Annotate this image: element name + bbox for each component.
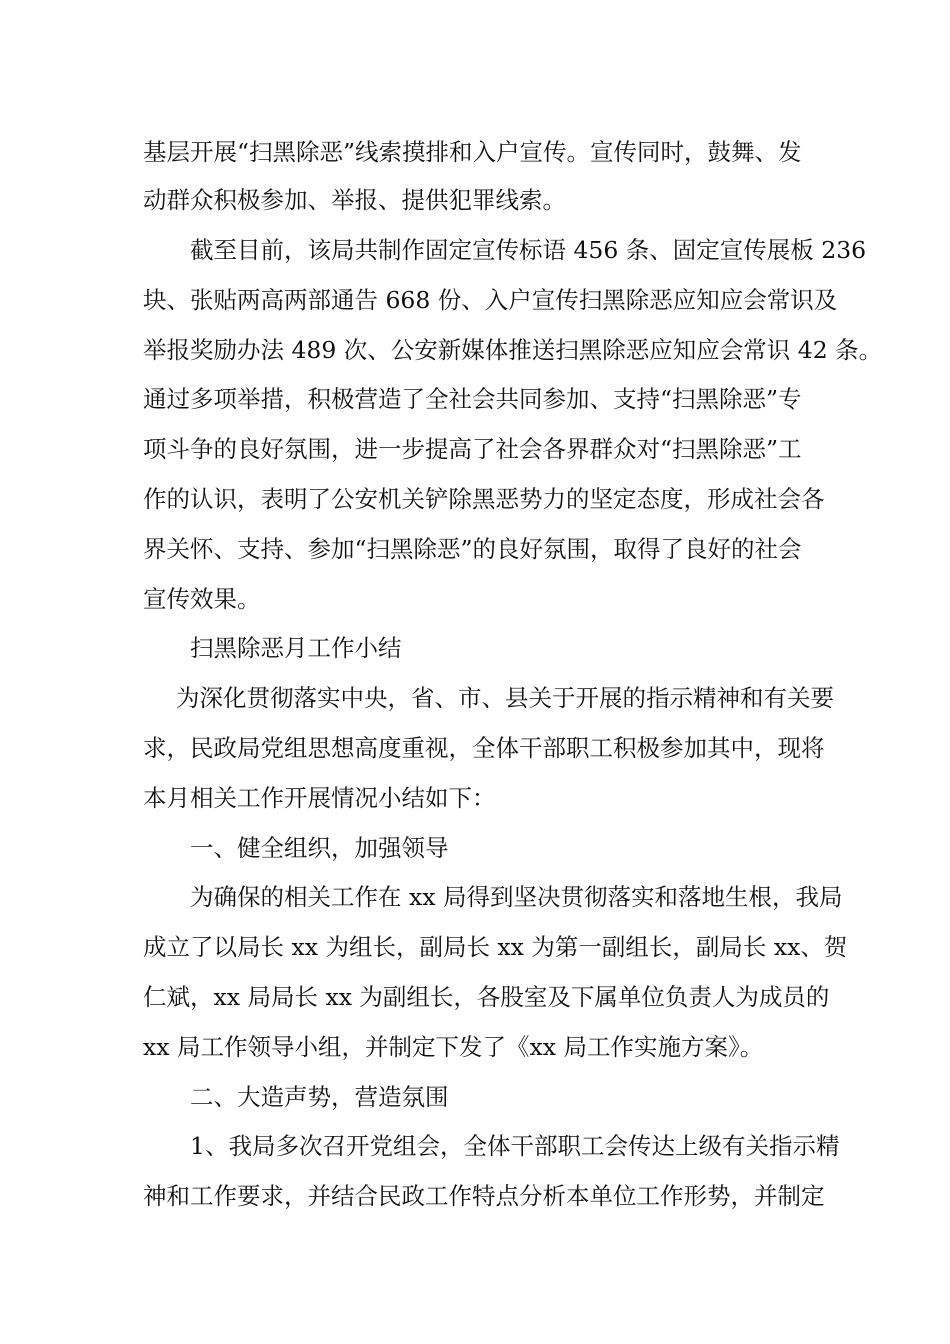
text-line: 动群众积极参加、举报、提供犯罪线索。 — [143, 186, 566, 214]
text-line: 求，民政局党组思想高度重视，全体干部职工积极参加其中，现将 — [143, 734, 825, 762]
section-heading: 二、大造声势，营造氛围 — [190, 1083, 449, 1111]
text-line: 宣传效果。 — [143, 585, 261, 613]
text-line: 界关怀、支持、参加“扫黑除恶”的良好氛围，取得了良好的社会 — [143, 535, 802, 563]
text-line: xx 局工作领导小组，并制定下发了《xx 局工作实施方案》。 — [143, 1033, 764, 1061]
text-line: 块、张贴两高两部通告 668 份、入户宣传扫黑除恶应知应会常识及 — [143, 286, 838, 314]
text-line: 举报奖励办法 489 次、公安新媒体推送扫黑除恶应知应会常识 42 条。 — [143, 336, 883, 364]
text-line: 作的认识，表明了公安机关铲除黑恶势力的坚定态度，形成社会各 — [143, 485, 825, 513]
text-line: 神和工作要求，并结合民政工作特点分析本单位工作形势，并制定 — [143, 1182, 825, 1210]
text-line: 为确保的相关工作在 xx 局得到坚决贯彻落实和落地生根，我局 — [190, 883, 843, 911]
text-line: 截至目前，该局共制作固定宣传标语 456 条、固定宣传展板 236 — [190, 236, 867, 264]
text-line: 仁斌，xx 局局长 xx 为副组长，各股室及下属单位负责人为成员的 — [143, 983, 830, 1011]
text-line: 成立了以局长 xx 为组长，副局长 xx 为第一副组长，副局长 xx、贺 — [143, 933, 848, 961]
text-line: 1、我局多次召开党组会，全体干部职工会传达上级有关指示精 — [190, 1132, 840, 1160]
section-title: 扫黑除恶月工作小结 — [190, 634, 402, 662]
text-line: 本月相关工作开展情况小结如下： — [143, 784, 496, 812]
text-line: 项斗争的良好氛围，进一步提高了社会各界群众对“扫黑除恶”工 — [143, 435, 802, 463]
text-line: 通过多项举措，积极营造了全社会共同参加、支持“扫黑除恶”专 — [143, 385, 802, 413]
text-line: 基层开展“扫黑除恶”线索摸排和入户宣传。宣传同时，鼓舞、发 — [143, 138, 802, 166]
section-heading: 一、健全组织，加强领导 — [190, 834, 449, 862]
text-line: 为深化贯彻落实中央，省、市、县关于开展的指示精神和有关要 — [176, 684, 834, 712]
